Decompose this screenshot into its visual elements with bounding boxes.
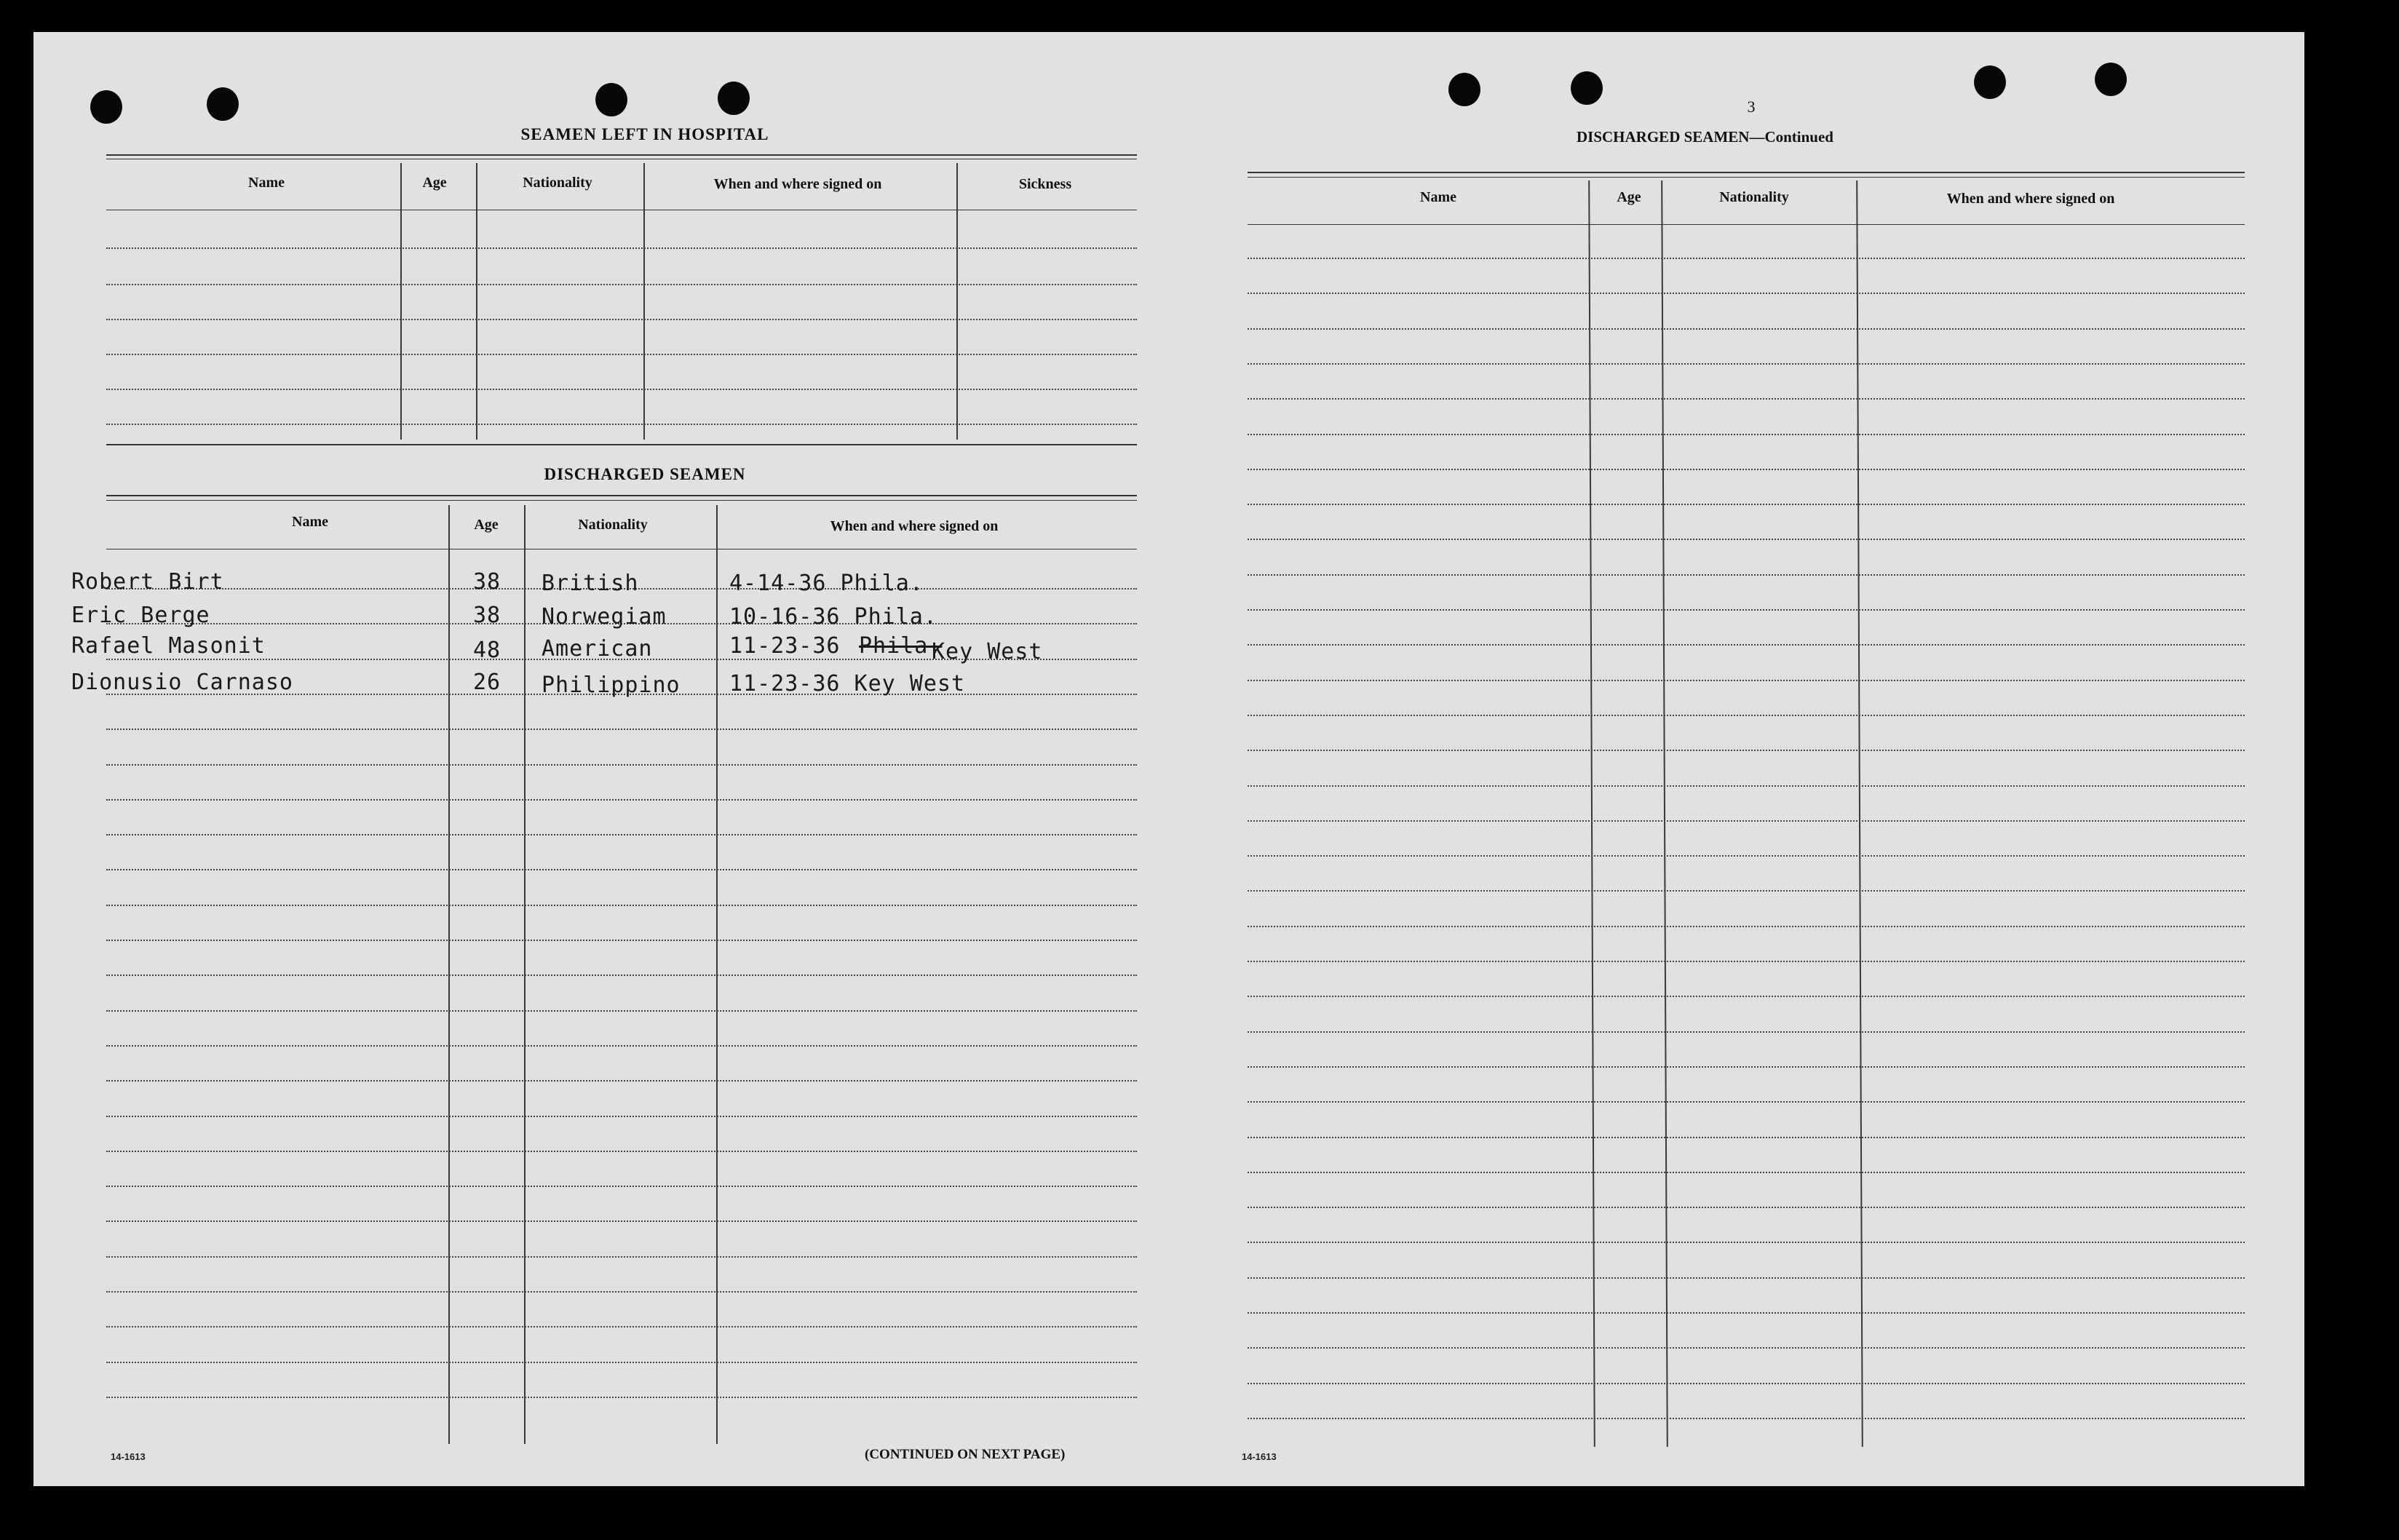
- form-number: 14-1613: [1242, 1451, 1277, 1462]
- seaman-signed-on: 4-14-36 Phila.: [729, 571, 924, 596]
- punch-hole: [1974, 66, 2006, 99]
- punch-hole: [2095, 63, 2127, 96]
- hospital-col-divider: [643, 163, 645, 440]
- continued-note: (CONTINUED ON NEXT PAGE): [865, 1447, 1066, 1462]
- continued-row-line: [1248, 1347, 2245, 1349]
- discharged-top-rule: [106, 495, 1137, 496]
- continued-row-line: [1248, 1383, 2245, 1384]
- hospital-row-line: [106, 424, 1137, 425]
- continued-row-line: [1248, 1418, 2245, 1419]
- discharged-section-title: DISCHARGED SEAMEN: [544, 465, 746, 483]
- seaman-nationality: Norwegiam: [542, 604, 667, 630]
- seaman-signed-on: 11-23-36 Key West: [729, 671, 966, 696]
- continued-col-divider: [1856, 180, 1863, 1447]
- continued-row-line: [1248, 926, 2245, 927]
- continued-col-name: Name: [1420, 189, 1456, 205]
- continued-row-line: [1248, 1277, 2245, 1279]
- discharged-row-line: [106, 1362, 1137, 1363]
- discharged-row-line: [106, 1116, 1137, 1117]
- discharged-col-name: Name: [292, 514, 328, 530]
- hospital-row-line: [106, 354, 1137, 355]
- seaman-name: Eric Berge: [71, 603, 210, 628]
- discharged-row-line: [106, 940, 1137, 941]
- seaman-signed-on: 11-23-36: [729, 633, 841, 659]
- continued-section-title: DISCHARGED SEAMEN—Continued: [1577, 128, 1833, 146]
- continued-row-line: [1248, 890, 2245, 892]
- seaman-age: 38: [473, 569, 501, 595]
- continued-col-divider: [1661, 180, 1668, 1447]
- hospital-col-divider: [956, 163, 958, 440]
- seaman-nationality: American: [542, 636, 653, 662]
- punch-hole: [90, 90, 122, 124]
- seaman-name: Rafael Masonit: [71, 633, 266, 659]
- hospital-top-rule: [106, 154, 1137, 156]
- hospital-col-sickness: Sickness: [1018, 176, 1072, 192]
- discharged-col-age: Age: [474, 517, 499, 533]
- discharged-row-line: [106, 1256, 1137, 1258]
- discharged-row-line: [106, 799, 1137, 801]
- punch-hole: [1448, 73, 1480, 106]
- punch-hole: [718, 82, 750, 115]
- hospital-bottom-rule: [106, 444, 1137, 445]
- continued-row-line: [1248, 574, 2245, 576]
- form-number: 14-1613: [111, 1451, 146, 1462]
- punch-hole: [1571, 71, 1603, 105]
- discharged-row-line: [106, 1045, 1137, 1047]
- hospital-col-divider: [476, 163, 477, 440]
- hospital-col-age: Age: [422, 175, 447, 191]
- seaman-nationality: British: [542, 571, 639, 596]
- continued-row-line: [1248, 1101, 2245, 1103]
- hospital-row-line: [106, 284, 1137, 285]
- continued-top-rule: [1248, 177, 2245, 178]
- continued-col-when-where: When and where signed on: [1946, 191, 2115, 207]
- continued-row-line: [1248, 469, 2245, 470]
- discharged-row-line: [106, 905, 1137, 906]
- discharged-row-line: [106, 869, 1137, 870]
- continued-row-line: [1248, 293, 2245, 294]
- punch-hole: [207, 87, 239, 121]
- continued-col-nationality: Nationality: [1719, 189, 1789, 205]
- discharged-row-line: [106, 1397, 1137, 1398]
- continued-row-line: [1248, 434, 2245, 435]
- seaman-signed-on: 10-16-36 Phila.: [729, 604, 937, 630]
- discharged-top-rule: [106, 500, 1137, 501]
- continued-row-line: [1248, 750, 2245, 751]
- page-number: 3: [1747, 98, 1756, 116]
- continued-row-line: [1248, 680, 2245, 681]
- seaman-age: 26: [473, 670, 501, 695]
- continued-header-rule: [1248, 224, 2245, 225]
- discharged-row-line: [106, 834, 1137, 836]
- seaman-name: Dionusio Carnaso: [71, 670, 293, 695]
- continued-row-line: [1248, 504, 2245, 505]
- continued-row-line: [1248, 1137, 2245, 1138]
- discharged-row-line: [106, 975, 1137, 976]
- continued-row-line: [1248, 1172, 2245, 1173]
- continued-row-line: [1248, 961, 2245, 962]
- discharged-col-when-where: When and where signed on: [830, 518, 999, 534]
- continued-row-line: [1248, 1031, 2245, 1033]
- discharged-row-line: [106, 1186, 1137, 1187]
- continued-row-line: [1248, 328, 2245, 330]
- seaman-name: Robert Birt: [71, 569, 224, 595]
- continued-row-line: [1248, 1312, 2245, 1314]
- continued-row-line: [1248, 363, 2245, 365]
- continued-row-line: [1248, 715, 2245, 716]
- hospital-row-line: [106, 319, 1137, 320]
- continued-row-line: [1248, 644, 2245, 646]
- hospital-col-name: Name: [248, 175, 285, 191]
- seaman-signed-on-correction: Key West: [932, 639, 1043, 664]
- discharged-row-line: [106, 729, 1137, 730]
- hospital-section-title: SEAMEN LEFT IN HOSPITAL: [520, 125, 769, 143]
- discharged-row-line: [106, 1151, 1137, 1152]
- discharged-row-line: [106, 1326, 1137, 1327]
- hospital-col-nationality: Nationality: [523, 175, 592, 191]
- continued-row-line: [1248, 820, 2245, 822]
- discharged-row-line: [106, 1221, 1137, 1222]
- continued-row-line: [1248, 609, 2245, 611]
- discharged-row-line: [106, 1080, 1137, 1081]
- discharged-row-line: [106, 764, 1137, 766]
- discharged-row-line: [106, 1010, 1137, 1012]
- continued-row-line: [1248, 1242, 2245, 1243]
- hospital-row-line: [106, 389, 1137, 390]
- seaman-age: 38: [473, 603, 501, 628]
- continued-row-line: [1248, 539, 2245, 540]
- continued-row-line: [1248, 855, 2245, 857]
- document-page: [33, 32, 2304, 1486]
- continued-row-line: [1248, 785, 2245, 787]
- seaman-age: 48: [473, 638, 501, 663]
- continued-col-age: Age: [1617, 189, 1641, 205]
- hospital-row-line: [106, 247, 1137, 249]
- continued-row-line: [1248, 1066, 2245, 1068]
- hospital-col-divider: [400, 163, 402, 440]
- continued-row-line: [1248, 258, 2245, 259]
- punch-hole: [595, 83, 627, 116]
- continued-col-divider: [1588, 180, 1595, 1447]
- continued-row-line: [1248, 1207, 2245, 1208]
- continued-row-line: [1248, 996, 2245, 997]
- discharged-row-line: [106, 1291, 1137, 1293]
- seaman-signed-on-struck: Phila.: [859, 633, 943, 659]
- discharged-col-nationality: Nationality: [578, 517, 648, 533]
- hospital-col-when-where: When and where signed on: [713, 176, 882, 192]
- seaman-nationality: Philippino: [542, 672, 681, 698]
- continued-row-line: [1248, 398, 2245, 400]
- continued-top-rule: [1248, 172, 2245, 173]
